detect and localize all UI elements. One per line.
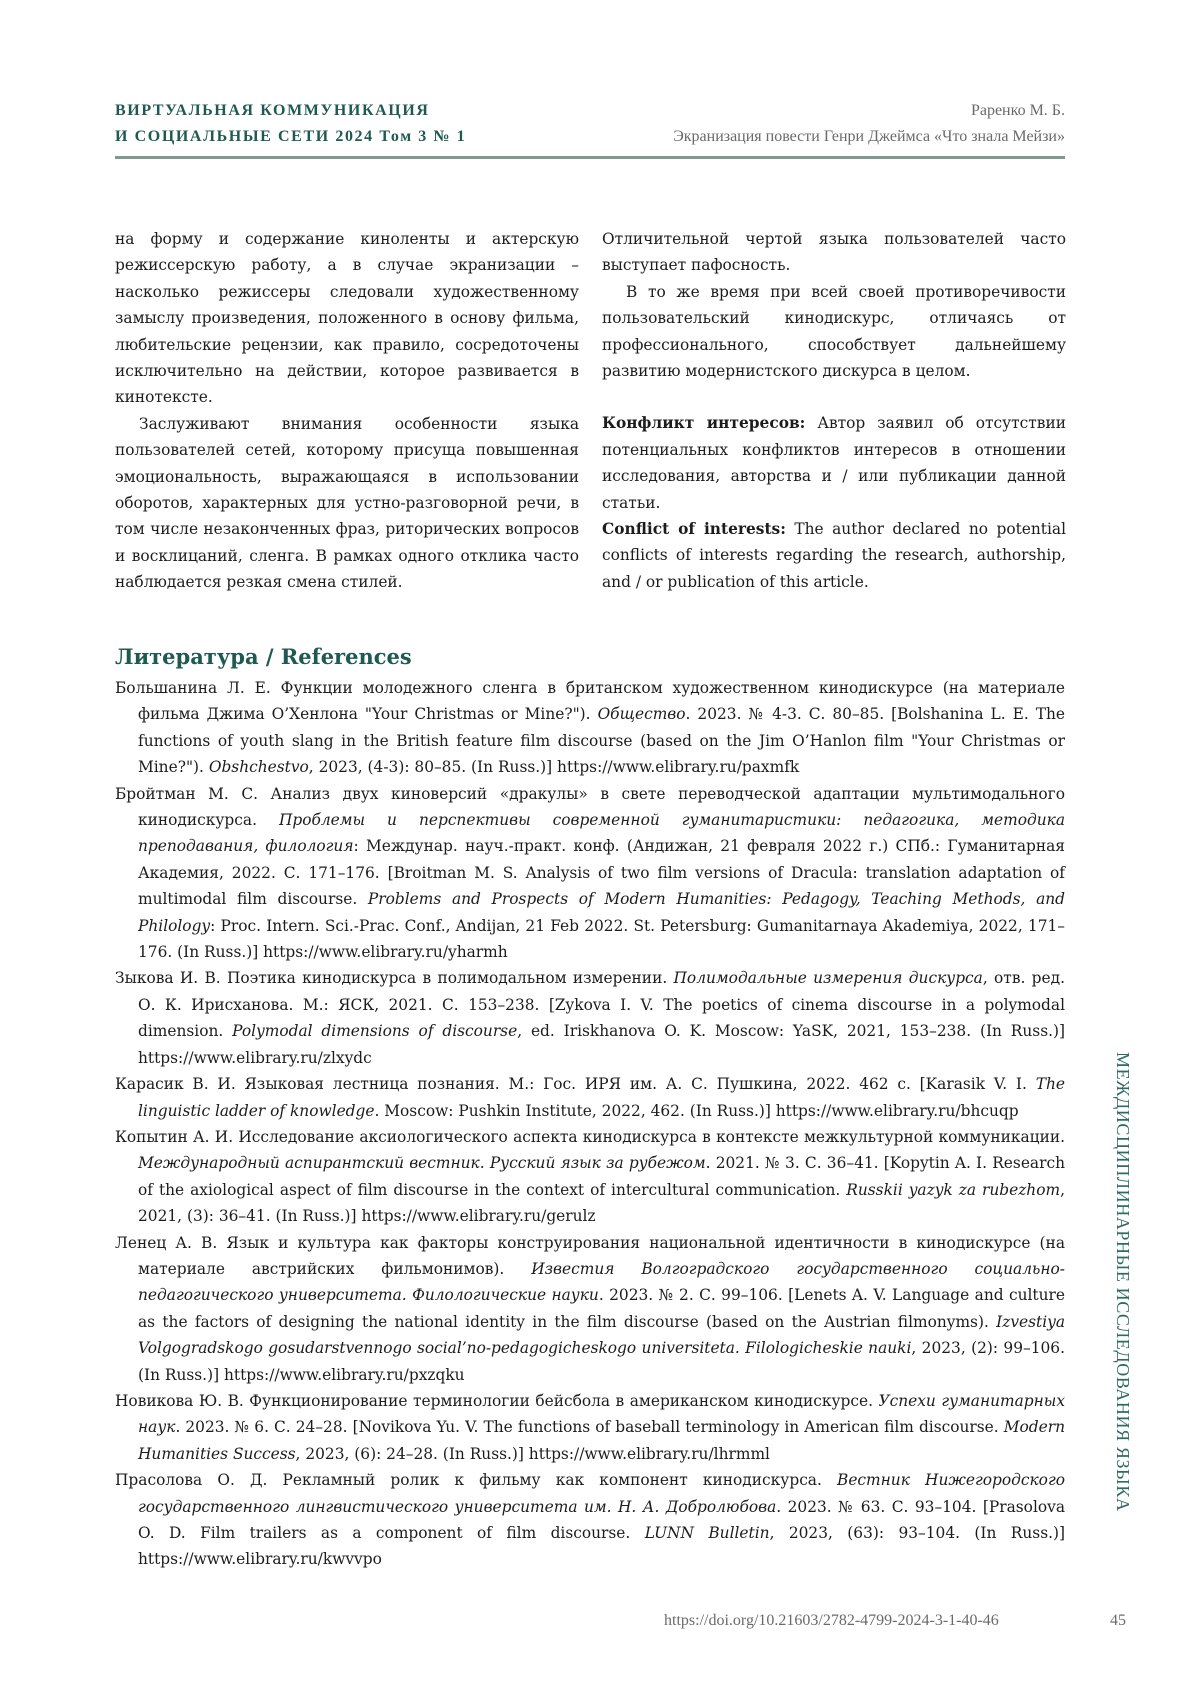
reference-item (115, 965, 1065, 1071)
reference-source: Problems and Prospects of Modern Humanities: Pedagogy, Teaching Methods, and Philology (138, 890, 1065, 934)
reference-item (115, 1230, 1065, 1388)
reference-item (115, 1388, 1065, 1467)
reference-source: Проблемы и перспективы современной гуманитаристики: педагогика, методика преподавания, филология (138, 811, 1065, 855)
reference-source: Известия Волгоградского государственного социально-педагогического университета. Филологические науки (138, 1260, 1065, 1304)
reference-text: , 2023, (4-3): 80–85. (In Russ.)] https://www.elibrary.ru/paxmfk (309, 758, 799, 776)
references-list (115, 675, 1065, 1573)
reference-text: Прасолова О. Д. Рекламный ролик к фильму как компонент кинодискурса. (115, 1471, 837, 1489)
reference-text: Новикова Ю. В. Функционирование терминологии бейсбола в американском кинодискурсе. (115, 1392, 878, 1410)
reference-text: , 2023, (63): 93–104. (In Russ.)] https://www.elibrary.ru/kwvvpo (138, 1524, 1065, 1568)
reference-item (115, 675, 1065, 781)
reference-text: Бройтман М. С. Анализ двух киноверсий «дракулы» в свете переводческой адаптации мультимодального кинодискурса. (115, 785, 1065, 829)
reference-text: Ленец А. В. Язык и культура как факторы конструирования национальной идентичности в кинодискурсе (на материале австрийских фильмонимов). (115, 1234, 1065, 1278)
reference-text: : Междунар. науч.-практ. конф. (Андижан, 21 февраля 2022 г.) СПб.: Гуманитарная Академия, 2022. С. 171–176. [Broitman M. S. Analysis of two film versions of Dracula: translation adaptation of multimodal film discourse. (138, 837, 1065, 908)
running-head (673, 98, 1065, 150)
page-number: 45 (1110, 1612, 1126, 1630)
reference-text: . 2023. № 6. С. 24–28. [Novikova Yu. V. The functions of baseball terminology in American film discourse. (175, 1418, 1003, 1436)
reference-source: Полимодальные измерения дискурса (674, 969, 983, 987)
header-divider (115, 156, 1065, 159)
reference-text: . 2023. № 4-3. С. 80–85. [Bolshanina L. E. The functions of youth slang in the British feature film discourse (based on the Jim O’Hanlon film "Your Christmas or Mine?"). (138, 705, 1065, 776)
conflict-label-ru: Конфликт интересов: (602, 414, 805, 432)
reference-item (115, 1124, 1065, 1230)
reference-text: Большанина Л. Е. Функции молодежного сленга в британском художественном кинодискурсе (на материале фильма Джима О’Хенлона "Your Christmas or Mine?"). (115, 679, 1065, 723)
paragraph: В то же время при всей своей противоречивости пользовательский кинодискурс, отличаясь от профессионального, способствует дальнейшему развитию модернистского дискурса в целом. (602, 279, 1066, 385)
reference-source: Международный аспирантский вестник. Русский язык за рубежом (138, 1154, 706, 1172)
reference-text: , 2023, (6): 24–28. (In Russ.)] https://www.elibrary.ru/lhrmml (296, 1445, 770, 1463)
reference-text: . 2021. № 3. С. 36–41. [Kopytin A. I. Research of the axiological aspect of film discourse in the context of intercultural communication. (138, 1154, 1065, 1198)
reference-source: Вестник Нижегородского государственного лингвистического университета им. Н. А. Добролюбова (138, 1471, 1065, 1515)
reference-text: , отв. ред. О. К. Ирисханова. М.: ЯСК, 2021. С. 153–238. [Zykova I. V. The poetics of cinema discourse in a polymodal dimension. (138, 969, 1065, 1040)
conflict-label-en: Conflict of interests: (602, 520, 786, 538)
conflict-text-ru: Автор заявил об отсутствии потенциальных конфликтов интересов в отношении исследования, авторства и / или публикации данной статьи. (602, 414, 1066, 511)
reference-text: . 2023. № 63. С. 93–104. [Prasolova O. D. Film trailers as a component of film discourse. (138, 1498, 1065, 1542)
reference-source: Obshchestvo (209, 758, 309, 776)
author-name: Раренко М. Б. (673, 98, 1065, 124)
journal-title (115, 98, 466, 150)
reference-source: LUNN Bulletin (645, 1524, 770, 1542)
reference-source: Общество (598, 705, 686, 723)
conflict-of-interest-en (602, 516, 1066, 595)
journal-title-line2: И СОЦИАЛЬНЫЕ СЕТИ 2024 Том 3 № 1 (115, 124, 466, 150)
reference-source: Izvestiya Volgogradskogo gosudarstvennogo social’no-pedagogicheskogo universiteta. Filologicheskie nauki (138, 1313, 1065, 1357)
reference-text: . Moscow: Pushkin Institute, 2022, 462. (In Russ.)] https://www.elibrary.ru/bhcuqp (375, 1102, 1019, 1120)
reference-text: , ed. Iriskhanova O. K. Moscow: YaSK, 2021, 153–238. (In Russ.)] https://www.elibrary.ru/zlxydc (138, 1022, 1065, 1066)
reference-text: , 2023, (2): 99–106. (In Russ.)] https://www.elibrary.ru/pxzqku (138, 1339, 1065, 1383)
reference-text: : Proc. Intern. Sci.-Prac. Conf., Andijan, 21 Feb 2022. St. Petersburg: Gumanitarnaya Akademiya, 2022, 171–176. (In Russ.)] https://www.elibrary.ru/yharmh (138, 917, 1065, 961)
reference-text: , 2021, (3): 36–41. (In Russ.)] https://www.elibrary.ru/gerulz (138, 1181, 1065, 1225)
references-heading: Литература / References (115, 644, 412, 669)
reference-item (115, 781, 1065, 966)
paragraph: на форму и содержание киноленты и актерскую режиссерскую работу, а в случае экранизации – насколько режиссеры следовали художественному замыслу произведения, положенного в основу фильма, любительские рецензии, как правило, сосредоточены исключительно на действии, которое развивается в кинотексте. (115, 226, 579, 411)
reference-text: Копытин А. И. Исследование аксиологического аспекта кинодискурса в контексте межкультурной коммуникации. (115, 1128, 1065, 1146)
doi-link[interactable]: https://doi.org/10.21603/2782-4799-2024-3-1-40-46 (664, 1612, 999, 1630)
body-left-column (115, 226, 579, 596)
paragraph: Отличительной чертой языка пользователей часто выступает пафосность. (602, 226, 1066, 279)
reference-source: Успехи гуманитарных наук (138, 1392, 1065, 1436)
reference-text: Карасик В. И. Языковая лестница познания. М.: Гос. ИРЯ им. А. С. Пушкина, 2022. 462 с. [Karasik V. I. (115, 1075, 1036, 1093)
reference-source: Modern Humanities Success (138, 1418, 1065, 1462)
article-title: Экранизация повести Генри Джеймса «Что знала Мейзи» (673, 124, 1065, 150)
paragraph: Заслуживают внимания особенности языка пользователей сетей, которому присуща повышенная эмоциональность, выражающаяся в использовании оборотов, характерных для устно-разговорной речи, в том числе незаконченных фраз, риторических вопросов и восклицаний, сленга. В рамках одного отклика часто наблюдается резкая смена стилей. (115, 411, 579, 596)
body-right-column (602, 226, 1066, 595)
conflict-of-interest-ru (602, 410, 1066, 516)
reference-item (115, 1071, 1065, 1124)
conflict-text-en: The author declared no potential conflicts of interests regarding the research, authorship, and / or publication of this article. (602, 520, 1066, 591)
reference-source: Polymodal dimensions of discourse (232, 1022, 517, 1040)
reference-source: The linguistic ladder of knowledge (138, 1075, 1065, 1119)
reference-source: Russkii yazyk za rubezhom (846, 1181, 1060, 1199)
reference-item (115, 1467, 1065, 1573)
reference-text: Зыкова И. В. Поэтика кинодискурса в полимодальном измерении. (115, 969, 674, 987)
section-label: МЕЖДИСЦИПЛИНАРНЫЕ ИССЛЕДОВАНИЯ ЯЗЫКА (1112, 1052, 1133, 1512)
reference-text: . 2023. № 2. С. 99–106. [Lenets A. V. Language and culture as the factors of designing the national identity in the film discourse (based on the Austrian filmonyms). (138, 1286, 1065, 1330)
journal-title-line1: ВИРТУАЛЬНАЯ КОММУНИКАЦИЯ (115, 98, 466, 124)
